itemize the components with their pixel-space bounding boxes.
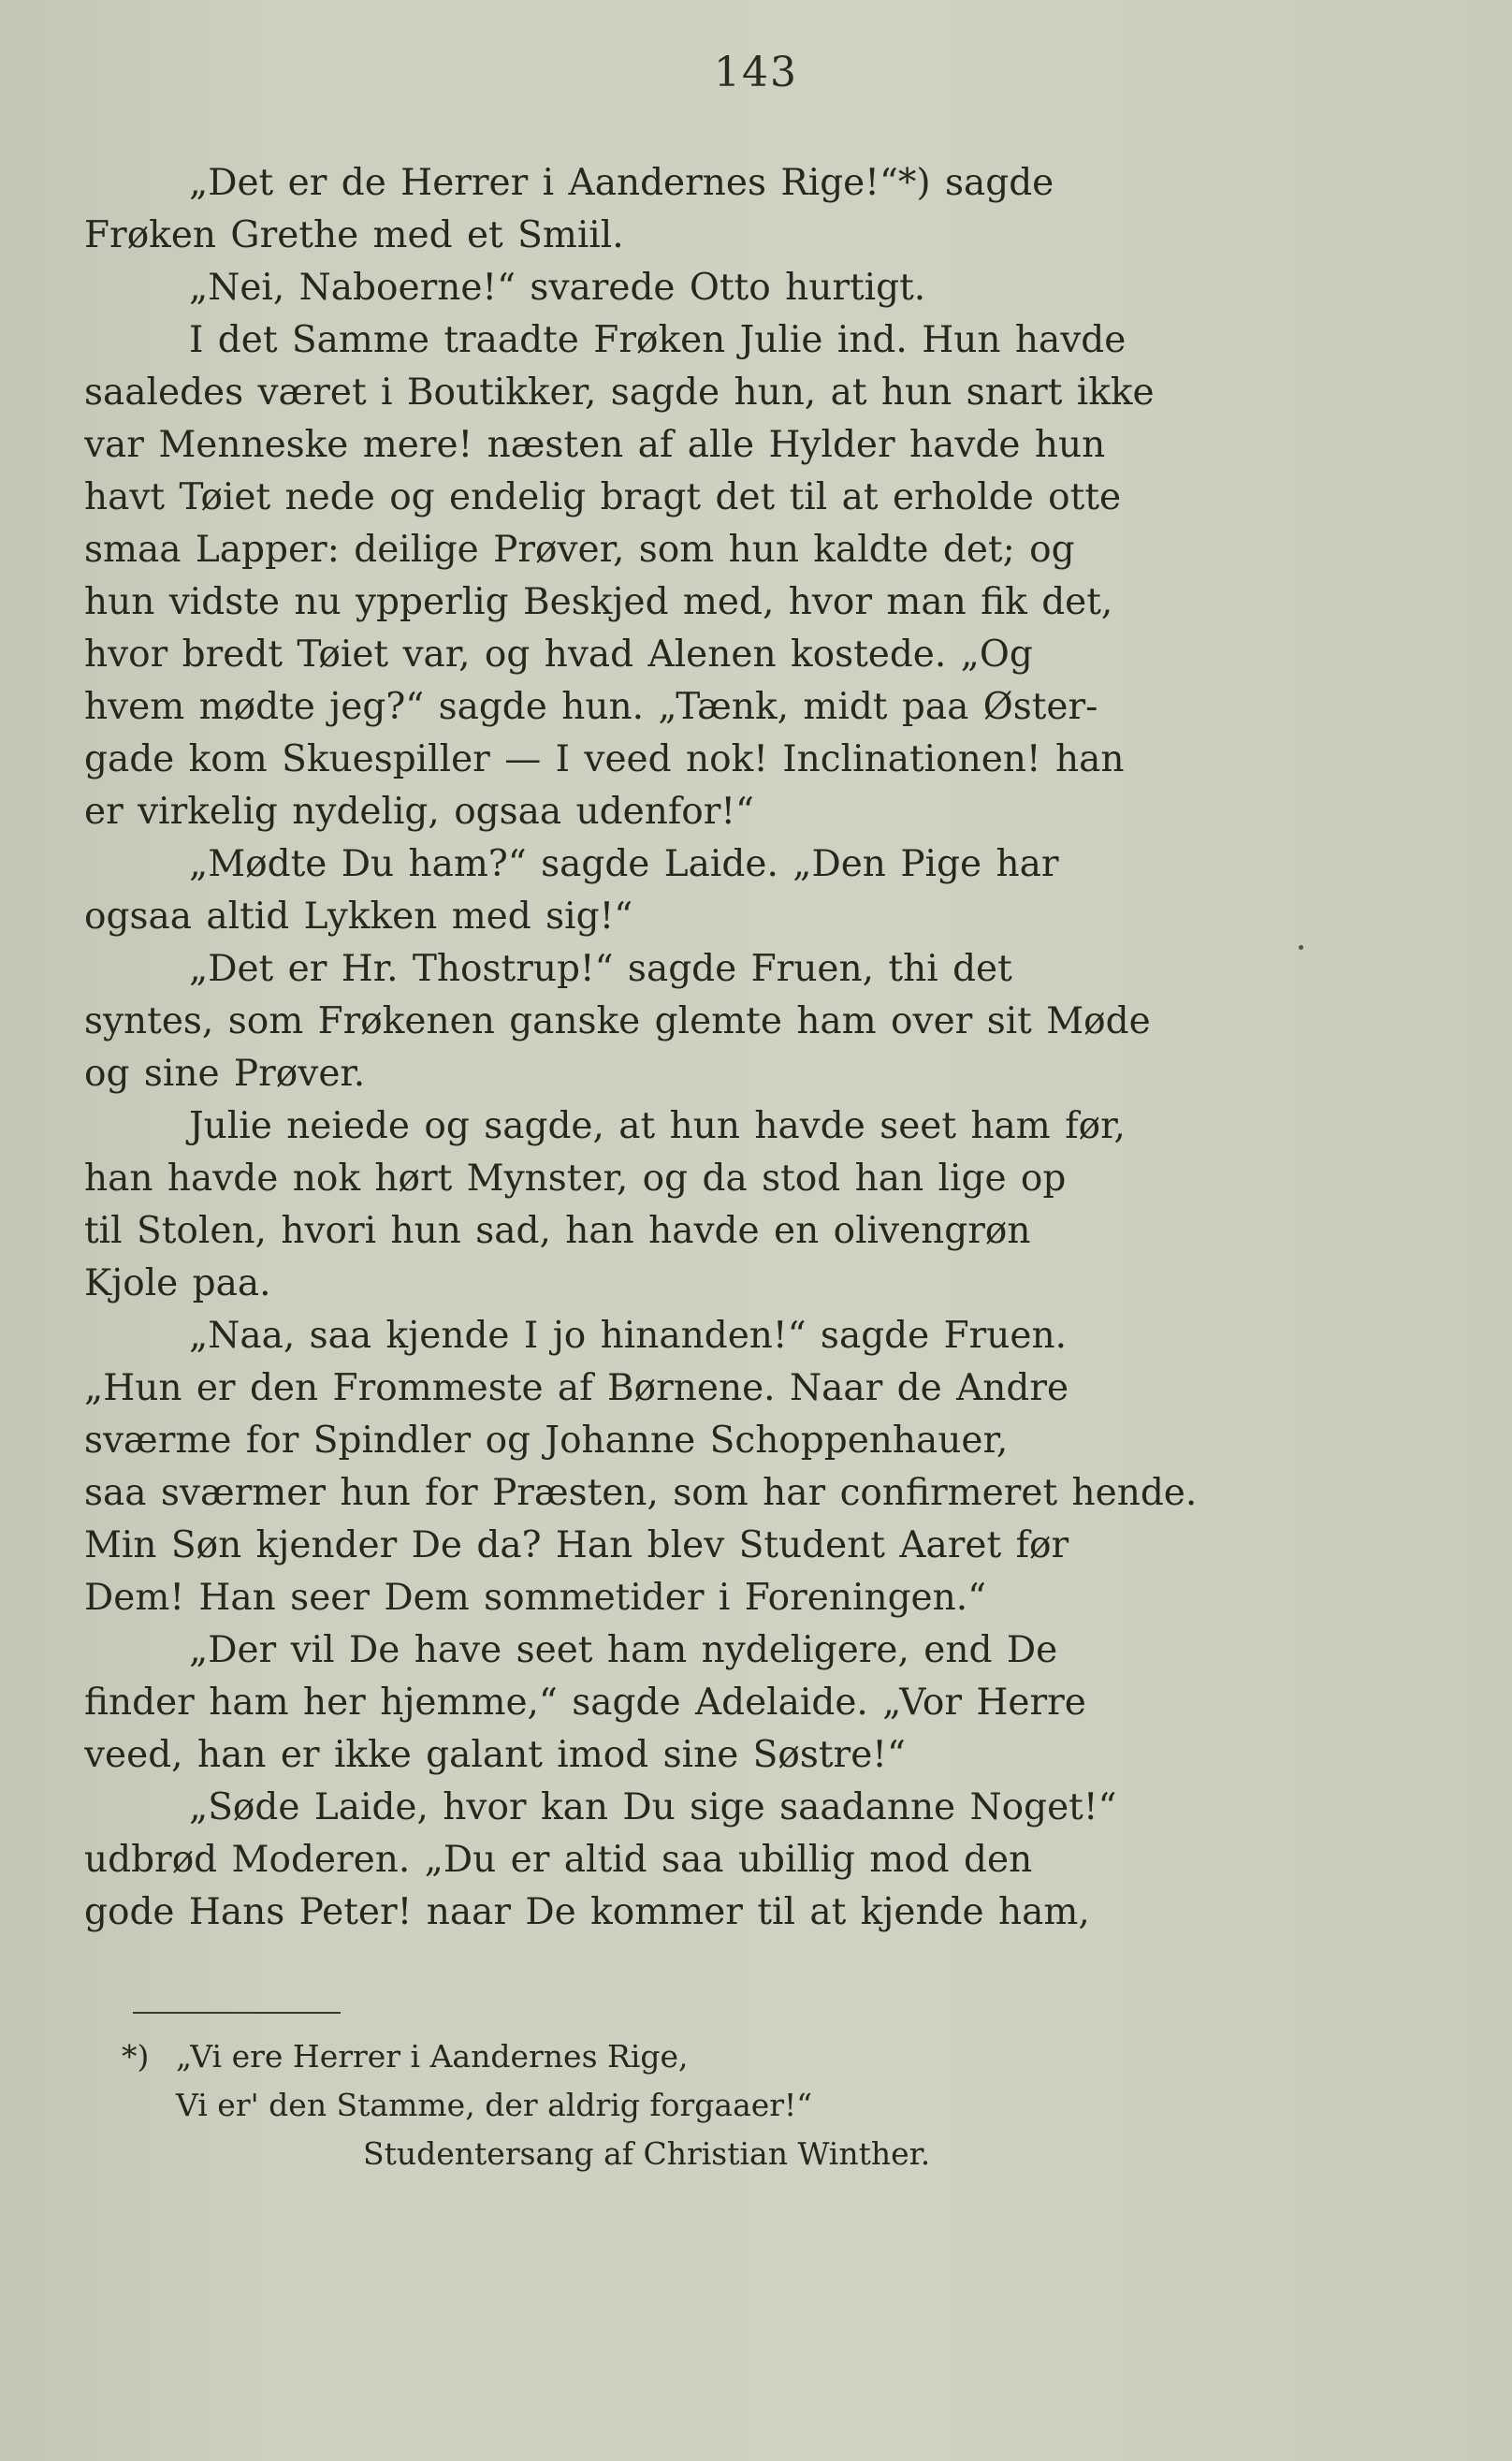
text-line: havt Tøiet nede og endelig bragt det til at erholde otte	[84, 476, 1122, 518]
text-line: Kjole paa.	[84, 1262, 271, 1304]
text-line: „Hun er den Frommeste af Børnene. Naar de Andre	[84, 1367, 1069, 1409]
text-line: hun vidste nu ypperlig Beskjed med, hvor man fik det,	[84, 581, 1113, 623]
text-line: udbrød Moderen. „Du er altid saa ubillig mod den	[84, 1839, 1033, 1881]
text-line: gade kom Skuespiller — I veed nok! Inclinationen! han	[84, 738, 1125, 780]
text-line: saaledes været i Boutikker, sagde hun, at hun snart ikke	[84, 371, 1155, 414]
text-line: gode Hans Peter! naar De kommer til at kjende ham,	[84, 1891, 1090, 1933]
text-line: „Naa, saa kjende I jo hinanden!“ sagde Fruen.	[189, 1315, 1068, 1357]
text-line: syntes, som Frøkenen ganske glemte ham over sit Møde	[84, 1000, 1151, 1042]
text-line: veed, han er ikke galant imod sine Søstre!“	[84, 1734, 906, 1776]
footnote	[122, 2032, 1244, 2178]
footnote-verse-2: Vi er' den Stamme, der aldrig forgaaer!“	[176, 2087, 813, 2123]
text-line: „Mødte Du ham?“ sagde Laide. „Den Pige har	[189, 843, 1059, 885]
text-line: „Søde Laide, hvor kan Du sige saadanne Noget!“	[189, 1786, 1117, 1828]
text-line: er virkelig nydelig, ogsaa udenfor!“	[84, 791, 754, 833]
print-speck	[1299, 945, 1303, 950]
text-line: han havde nok hørt Mynster, og da stod han lige op	[84, 1158, 1067, 1200]
body-text	[84, 157, 1282, 1939]
text-line: Julie neiede og sagde, at hun havde seet ham før,	[189, 1105, 1126, 1147]
text-line: „Nei, Naboerne!“ svarede Otto hurtigt.	[189, 267, 926, 309]
text-line: finder ham her hjemme,“ sagde Adelaide. „Vor Herre	[84, 1682, 1086, 1724]
text-line: hvem mødte jeg?“ sagde hun. „Tænk, midt paa Øster-	[84, 686, 1098, 728]
page-number: 143	[714, 49, 798, 96]
footnote-line	[122, 2032, 1244, 2081]
text-line: smaa Lapper: deilige Prøver, som hun kaldte det; og	[84, 529, 1075, 571]
text-line: sværme for Spindler og Johanne Schoppenhauer,	[84, 1420, 1009, 1462]
text-line: og sine Prøver.	[84, 1053, 366, 1095]
footnote-divider	[133, 2012, 341, 2014]
text-line: hvor bredt Tøiet var, og hvad Alenen kostede. „Og	[84, 633, 1033, 676]
text-line: Dem! Han seer Dem sommetider i Foreningen.“	[84, 1577, 987, 1619]
text-line: „Det er Hr. Thostrup!“ sagde Fruen, thi det	[189, 948, 1012, 990]
text-line: ogsaa altid Lykken med sig!“	[84, 896, 633, 938]
text-line: I det Samme traadte Frøken Julie ind. Hun havde	[189, 319, 1127, 361]
footnote-verse-1: „Vi ere Herrer i Aandernes Rige,	[176, 2038, 689, 2075]
text-line: Frøken Grethe med et Smiil.	[84, 214, 624, 256]
footnote-marker: *)	[122, 2038, 150, 2075]
text-line: Min Søn kjender De da? Han blev Student Aaret før	[84, 1524, 1069, 1566]
text-line: var Menneske mere! næsten af alle Hylder havde hun	[84, 424, 1106, 466]
footnote-source: Studentersang af Christian Winther.	[363, 2135, 931, 2172]
text-line: saa sværmer hun for Præsten, som har confirmeret hende.	[84, 1472, 1198, 1514]
text-line: „Der vil De have seet ham nydeligere, end De	[189, 1629, 1058, 1671]
text-line: „Det er de Herrer i Aandernes Rige!“*) sagde	[189, 162, 1054, 204]
text-line: til Stolen, hvori hun sad, han havde en olivengrøn	[84, 1210, 1031, 1252]
